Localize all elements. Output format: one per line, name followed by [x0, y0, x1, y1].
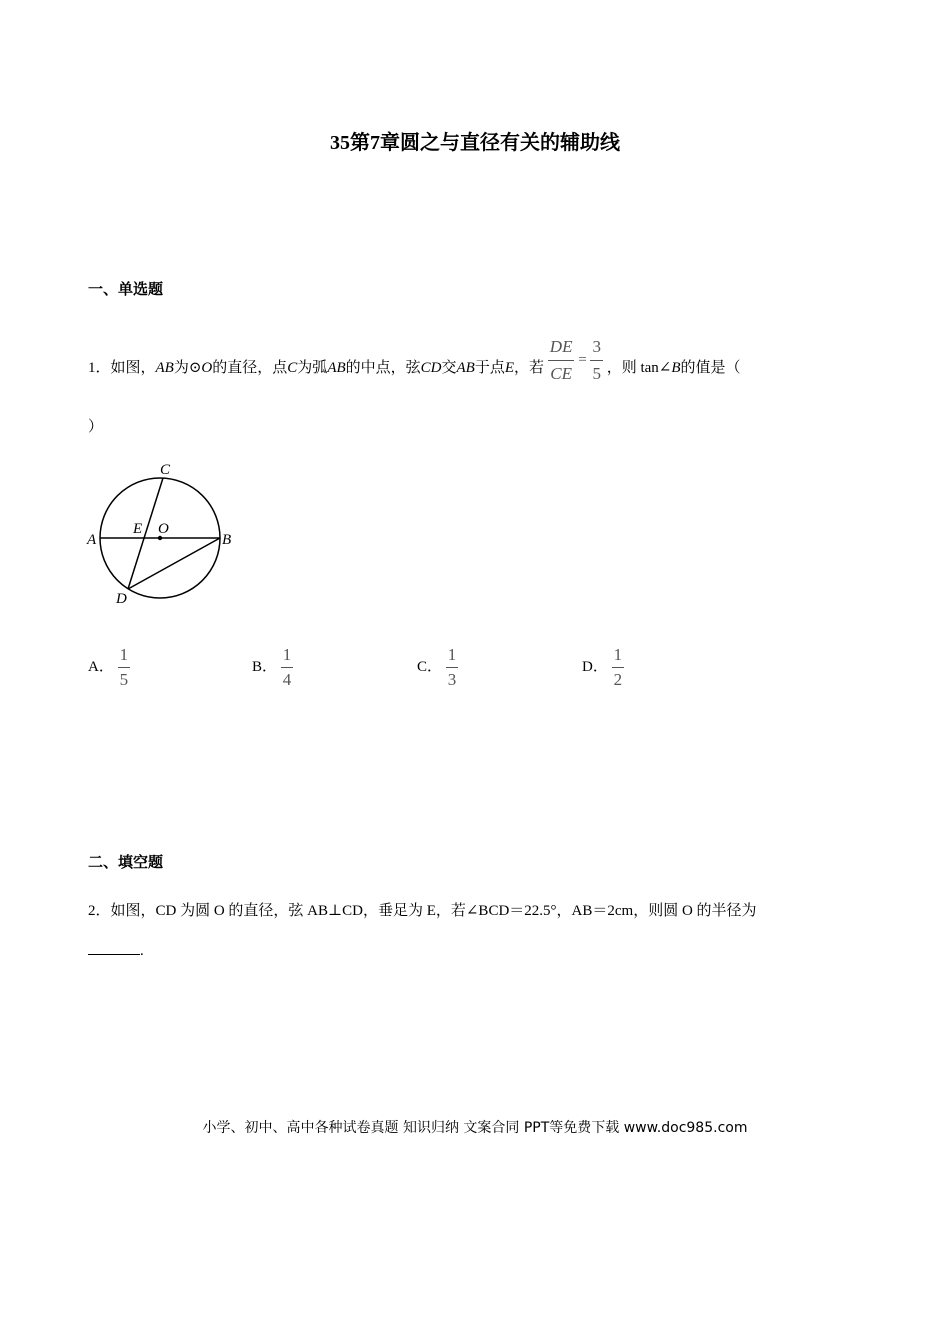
section-heading-fill-blank: 二、填空题 — [88, 853, 164, 871]
ratio-denominator: CE — [550, 364, 572, 383]
option-d-letter: D． — [582, 658, 608, 675]
question-2-answer-line — [88, 940, 144, 962]
q1-var: B — [671, 359, 681, 376]
option-c-fraction — [446, 645, 459, 690]
q1-text: 1．如图， — [88, 359, 156, 376]
option-a[interactable] — [88, 645, 130, 690]
option-a-numerator: 1 — [118, 645, 131, 668]
label-c: C — [160, 462, 171, 478]
label-e: E — [133, 521, 143, 537]
q1-text: 的中点，弦 — [345, 359, 421, 376]
label-a: A — [87, 532, 97, 548]
option-b[interactable] — [252, 645, 293, 690]
option-b-numerator: 1 — [281, 645, 294, 668]
question-1-stem — [88, 337, 741, 393]
q1-text: ，若 — [514, 359, 545, 376]
option-b-letter: B． — [252, 658, 278, 675]
option-a-fraction — [118, 645, 131, 690]
option-d[interactable] — [582, 645, 624, 690]
circle-figure — [80, 455, 250, 615]
ratio-value-numerator: 3 — [590, 336, 603, 361]
option-d-denominator: 2 — [613, 670, 623, 689]
question-1-close-paren: ） — [88, 419, 104, 435]
q1-var: C — [287, 359, 298, 376]
q1-var: O — [201, 359, 213, 376]
option-a-letter: A． — [88, 658, 114, 675]
q2-period: . — [140, 943, 144, 959]
q1-text: 为弧 — [297, 359, 328, 376]
option-b-denominator: 4 — [282, 670, 292, 689]
answer-blank[interactable] — [88, 954, 140, 955]
ratio-fraction — [548, 336, 575, 385]
option-a-denominator: 5 — [119, 670, 129, 689]
q1-var: AB — [155, 359, 174, 376]
label-b: B — [222, 532, 232, 548]
equals-sign: = — [578, 351, 587, 368]
option-c-denominator: 3 — [447, 670, 457, 689]
option-c[interactable] — [417, 645, 458, 690]
section-heading-single-choice: 一、单选题 — [88, 280, 164, 298]
option-d-numerator: 1 — [612, 645, 625, 668]
q1-var: CD — [420, 359, 442, 376]
q1-var: AB — [456, 359, 475, 376]
option-b-fraction — [281, 645, 294, 690]
ratio-value-denominator: 5 — [592, 364, 601, 383]
label-o: O — [158, 521, 169, 537]
ratio-value-fraction — [590, 336, 603, 385]
q1-text: 于点 — [474, 359, 505, 376]
option-c-letter: C． — [417, 658, 443, 675]
footer-text: 小学、初中、高中各种试卷真题 知识归纳 文案合同 PPT等免费下载 www.doc985.com — [202, 1120, 748, 1136]
q1-var: E — [504, 359, 515, 376]
q1-var: AB — [327, 359, 346, 376]
ratio-numerator: DE — [548, 336, 575, 361]
q1-text: ，则 tan∠ — [606, 359, 672, 376]
option-c-numerator: 1 — [446, 645, 459, 668]
label-d: D — [116, 591, 127, 607]
q1-text: 的值是（ — [680, 359, 741, 376]
page-title: 35第7章圆之与直径有关的辅助线 — [330, 132, 620, 154]
q1-text: 的直径，点 — [212, 359, 288, 376]
question-2-stem: 2．如图，CD 为圆 O 的直径，弦 AB⊥CD，垂足为 E，若∠BCD＝22.5°，AB＝2cm，则圆 O 的半径为 — [88, 903, 757, 919]
option-d-fraction — [612, 645, 625, 690]
q1-text: 交 — [441, 359, 457, 376]
q1-text: 为⊙ — [173, 359, 202, 376]
